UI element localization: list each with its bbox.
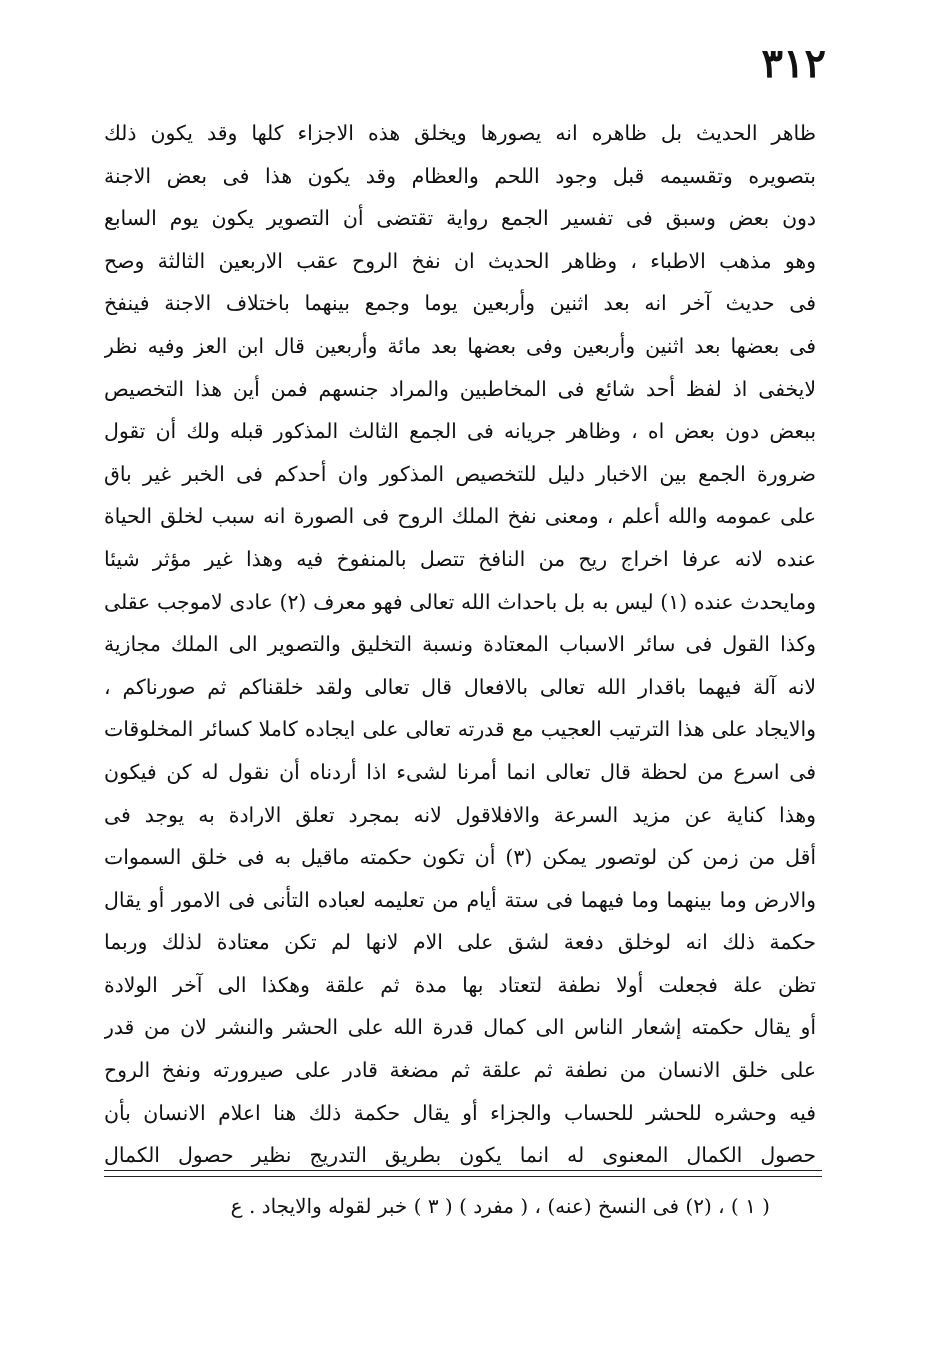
- text-line: تظن علة فجعلت أولا نطفة لتعتاد بها مدة ثم علقة وهكذا الى آخر الولادة: [104, 972, 816, 997]
- text-line: فى بعضها بعد اثنين وأربعين وفى بعضها بعد مائة وأربعين قال ابن العز وفيه نظر: [104, 333, 816, 358]
- footnote-separator-bottom: [104, 1176, 822, 1177]
- text-line: على خلق الانسان من نطفة ثم علقة ثم مضغة قادر على صيرورته ونفخ الروح: [104, 1058, 816, 1083]
- text-line: حكمة ذلك انه لوخلق دفعة لشق على الام لانها لم تكن معتادة لذلك وربما: [104, 930, 816, 955]
- text-line: ظاهر الحديث بل ظاهره انه يصورها ويخلق هذه الاجزاء كلها وقد يكون ذلك: [104, 121, 816, 145]
- text-line: وهذا كناية عن مزيد السرعة والافلاقول لانه بمجرد تعلق الارادة به يوجد فى: [104, 802, 816, 827]
- text-line: ومايحدث عنده (١) ليس به بل باحداث الله تعالى فهو معرف (٢) عادى لاموجب عقلى: [104, 589, 816, 614]
- text-line: فى اسرع من لحظة قال تعالى انما أمرنا لشىء اذا أردناه أن نقول له كن فيكون: [104, 759, 816, 784]
- text-line: فيه وحشره للحشر للحساب والجزاء أو يقال حكمة ذلك هنا اعلام الانسان بأن: [104, 1100, 816, 1125]
- footnote: ( ١ ) ، (٢) فى النسخ (عنه) ، ( مفرد ) ( ٣ ) خبر لقوله والايجاد . ع: [230, 1194, 770, 1218]
- body-text: [104, 112, 816, 1177]
- text-line: أو يقال حكمته إشعار الناس الى كمال قدرة الله على الحشر والنشر لان من قدر: [104, 1015, 816, 1040]
- text-line: حصول الكمال المعنوى له انما يكون بطريق التدريج نظير حصول الكمال: [104, 1143, 816, 1168]
- text-line: وهو مذهب الاطباء ، وظاهر الحديث ان نفخ الروح عقب الاربعين الثالثة وصح: [104, 248, 816, 273]
- text-line: ببعض دون بعض اه ، وظاهر جريانه فى الجمع الثالث المذكور قبله ولك أن تقول: [104, 419, 816, 444]
- page-number: ٣١٢: [761, 40, 826, 87]
- text-line: ضرورة الجمع بين الاخبار دليل للتخصيص المذكور وان أحدكم فى الخبر غير باق: [104, 461, 816, 486]
- text-line: أقل من زمن كن لوتصور يمكن (٣) أن تكون حكمته ماقيل به فى خلق السموات: [104, 845, 816, 870]
- text-line: والارض وما بينهما وما فيهما فى ستة أيام من تعليمه لعباده التأنى فى الامور أو يقال: [104, 887, 816, 912]
- text-line: على عمومه والله أعلم ، ومعنى نفخ الملك الروح فى الصورة انه سبب لخلق الحياة: [104, 504, 816, 529]
- text-line: بتصويره وتقسيمه قبل وجود اللحم والعظام وقد يكون هذا فى بعض الاجنة: [104, 163, 816, 188]
- text-line: لانه آلة فيهما باقدار الله تعالى بالافعال قال تعالى ولقد خلقناكم ثم صورناكم ،: [104, 674, 816, 699]
- text-line: والايجاد على هذا الترتيب العجيب مع قدرته تعالى على ايجاده كاملا كسائر المخلوقات: [104, 717, 816, 742]
- text-line: وكذا القول فى سائر الاسباب المعتادة ونسبة التخليق والتصوير الى الملك مجازية: [104, 632, 816, 657]
- footnote-separator-top: [104, 1170, 822, 1171]
- text-line: عنده لانه عرفا اخراج ريح من النافخ تتصل بالمنفوخ فيه وهذا غير مؤثر شيئا: [104, 546, 816, 571]
- text-line: دون بعض وسبق فى تفسير الجمع رواية تقتضى أن التصوير يكون يوم السابع: [104, 206, 816, 231]
- text-line: فى حديث آخر انه بعد اثنين وأربعين يوما وجمع بينهما باختلاف الاجنة فينفخ: [104, 291, 816, 316]
- text-line: لايخفى اذ لفظ أحد شائع فى المخاطبين والمراد جنسهم فمن أين هذا التخصيص: [104, 376, 816, 401]
